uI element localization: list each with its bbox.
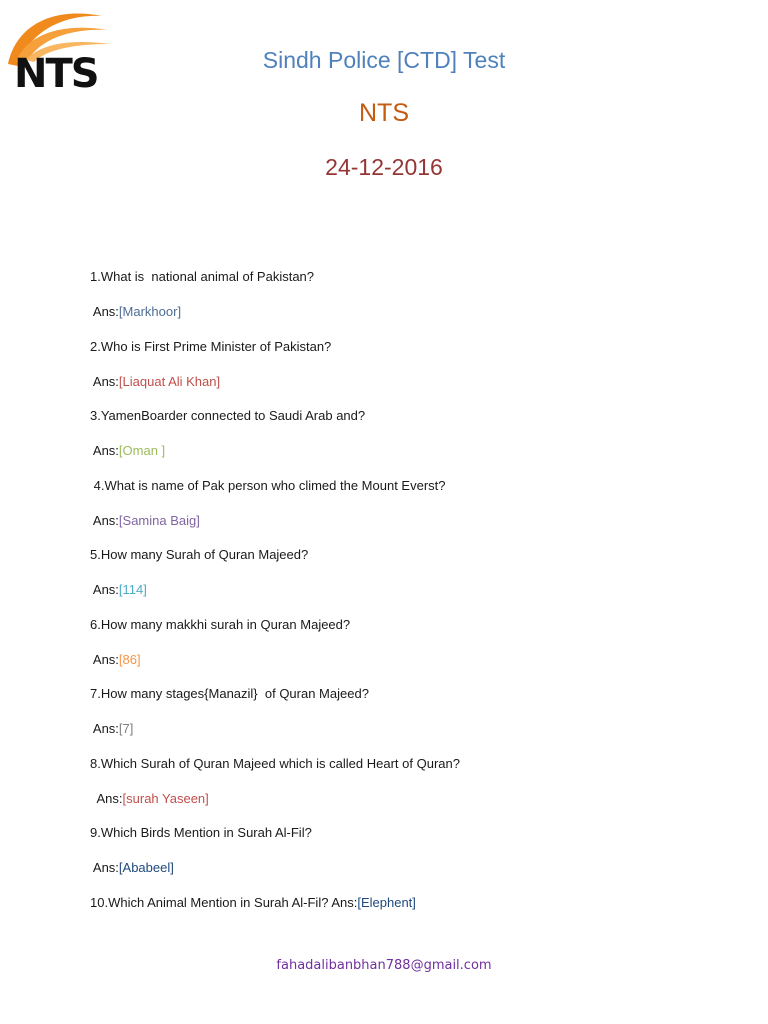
question-7: 7.How many stages{Manazil} of Quran Majeed? (90, 686, 369, 701)
answer-row-6 (90, 652, 141, 667)
answer-row-8 (90, 791, 209, 806)
question-text: 10.Which Animal Mention in Surah Al-Fil? Ans: (90, 895, 358, 910)
answer-text: [Liaquat Ali Khan] (118, 373, 221, 389)
answer-text: [86] (118, 651, 141, 667)
answer-label: Ans: (90, 373, 119, 389)
answer-text: [114] (118, 582, 147, 597)
question-1: 1.What is national animal of Pakistan? (90, 269, 315, 284)
question-2: 2.Who is First Prime Minister of Pakistan? (90, 338, 332, 354)
answer-row-7 (90, 721, 133, 736)
answer-row-5 (90, 582, 147, 597)
answer-label: Ans: (90, 304, 119, 319)
answer-text: [Elephent] (357, 895, 416, 910)
answer-text: [surah Yaseen] (122, 790, 209, 806)
question-3: 3.YamenBoarder connected to Saudi Arab and? (90, 408, 366, 423)
answer-label: Ans: (90, 721, 119, 736)
page-title: Sindh Police [CTD] Test (262, 47, 506, 73)
question-9: 9.Which Birds Mention in Surah Al-Fil? (90, 825, 312, 840)
footer-email[interactable]: fahadalibanbhan788@gmail.com (276, 958, 492, 973)
page-subtitle: NTS (359, 99, 409, 127)
answer-text: [Markhoor] (118, 304, 182, 319)
answer-text: [Ababeel] (118, 860, 174, 875)
answer-label: Ans: (90, 512, 119, 528)
page-date: 24-12-2016 (325, 154, 443, 180)
question-4: 4.What is name of Pak person who climed the Mount Everst? (90, 477, 446, 493)
logo-text: NTS (14, 51, 98, 97)
answer-row-2 (90, 374, 220, 389)
answer-row-1 (90, 304, 181, 319)
answer-text: [Oman ] (118, 443, 166, 458)
answer-row-9 (90, 860, 174, 875)
answer-row-3 (90, 443, 165, 458)
answer-label: Ans: (90, 790, 123, 806)
answer-label: Ans: (90, 651, 119, 667)
answer-row-4 (90, 513, 200, 528)
question-6: 6.How many makkhi surah in Quran Majeed? (90, 616, 351, 632)
answer-text: [Samina Baig] (118, 512, 200, 528)
question-5: 5.How many Surah of Quran Majeed? (90, 547, 309, 562)
answer-label: Ans: (90, 582, 119, 597)
answer-text: [7] (118, 721, 134, 736)
question-10 (90, 895, 416, 910)
answer-label: Ans: (90, 443, 119, 458)
answer-label: Ans: (90, 860, 119, 875)
question-8: 8.Which Surah of Quran Majeed which is called Heart of Quran? (90, 755, 460, 771)
